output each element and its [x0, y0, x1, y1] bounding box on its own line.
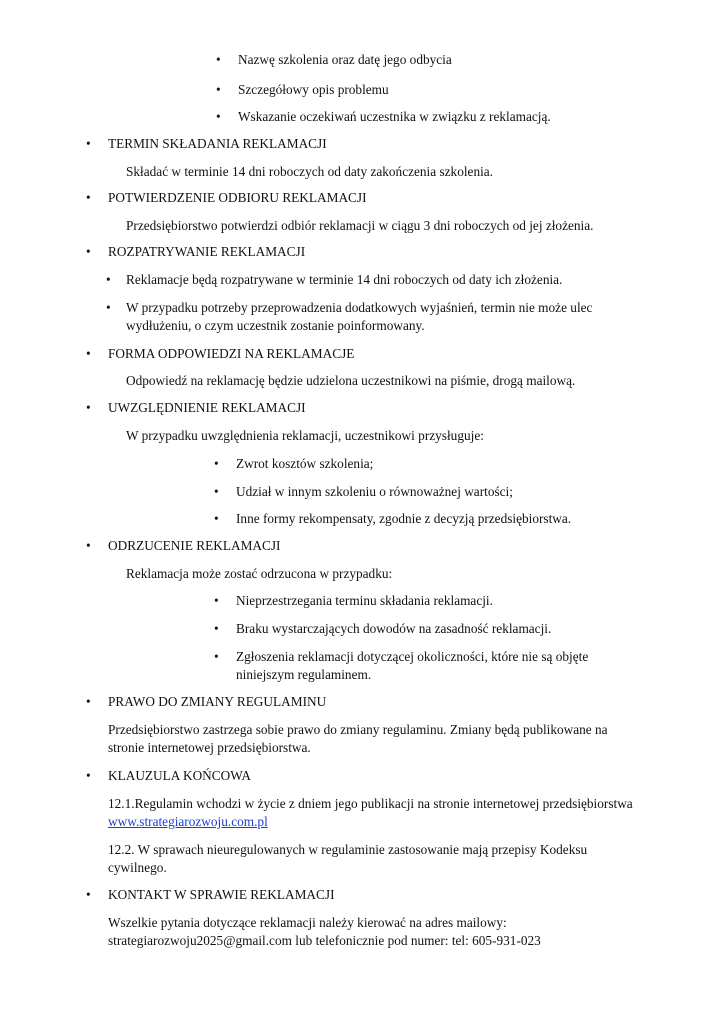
bullet-icon: • — [86, 887, 91, 902]
list-item: Inne formy rekompensaty, zgodnie z decyzją przedsiębiorstwa. — [236, 511, 572, 526]
section-heading-odrzucenie: ODRZUCENIE REKLAMACJI — [108, 538, 281, 553]
klauzula-paragraph-2: 12.2. W sprawach nieuregulowanych w regulaminie zastosowanie mają przepisy Kodeksu — [108, 842, 588, 857]
bullet-icon: • — [86, 694, 91, 709]
list-item: Zwrot kosztów szkolenia; — [236, 456, 374, 471]
bullet-icon: • — [216, 109, 221, 124]
section-text-odrzucenie: Reklamacja może zostać odrzucona w przypadku: — [126, 566, 393, 581]
section-text-termin: Składać w terminie 14 dni roboczych od daty zakończenia szkolenia. — [126, 164, 494, 179]
list-item: Szczegółowy opis problemu — [238, 82, 389, 97]
section-text-uwzglednienie: W przypadku uwzględnienia reklamacji, uczestnikowi przysługuje: — [126, 428, 484, 443]
bullet-icon: • — [86, 768, 91, 783]
bullet-icon: • — [86, 400, 91, 415]
list-item: Wskazanie oczekiwań uczestnika w związku z reklamacją. — [238, 109, 551, 124]
bullet-icon: • — [86, 136, 91, 151]
section-heading-kontakt: KONTAKT W SPRAWIE REKLAMACJI — [108, 887, 335, 902]
bullet-icon: • — [216, 82, 221, 97]
list-item: Braku wystarczających dowodów na zasadność reklamacji. — [236, 621, 552, 636]
section-text-prawo-cont: stronie internetowej przedsiębiorstwa. — [108, 740, 311, 755]
bullet-icon: • — [106, 272, 111, 287]
section-heading-klauzula: KLAUZULA KOŃCOWA — [108, 768, 251, 783]
bullet-icon: • — [86, 244, 91, 259]
list-item: Reklamacje będą rozpatrywane w terminie 14 dni roboczych od daty ich złożenia. — [126, 272, 563, 287]
kontakt-text-cont: strategiarozwoju2025@gmail.com lub telefonicznie pod numer: tel: 605-931-023 — [108, 933, 541, 948]
bullet-icon: • — [214, 649, 219, 664]
section-text-potwierdzenie: Przedsiębiorstwo potwierdzi odbiór reklamacji w ciągu 3 dni roboczych od jej złożenia. — [126, 218, 594, 233]
list-item: Nieprzestrzegania terminu składania reklamacji. — [236, 593, 493, 608]
bullet-icon: • — [106, 300, 111, 315]
website-link[interactable]: www.strategiarozwoju.com.pl — [108, 814, 268, 829]
section-heading-potwierdzenie: POTWIERDZENIE ODBIORU REKLAMACJI — [108, 190, 367, 205]
bullet-icon: • — [86, 346, 91, 361]
section-heading-termin: TERMIN SKŁADANIA REKLAMACJI — [108, 136, 327, 151]
list-item: Udział w innym szkoleniu o równoważnej wartości; — [236, 484, 513, 499]
bullet-icon: • — [214, 484, 219, 499]
list-item-continuation: niniejszym regulaminem. — [236, 667, 372, 682]
kontakt-text: Wszelkie pytania dotyczące reklamacji należy kierować na adres mailowy: — [108, 915, 507, 930]
bullet-icon: • — [214, 511, 219, 526]
bullet-icon: • — [86, 538, 91, 553]
section-text-forma: Odpowiedź na reklamację będzie udzielona uczestnikowi na piśmie, drogą mailową. — [126, 373, 576, 388]
list-item: Nazwę szkolenia oraz datę jego odbycia — [238, 52, 452, 67]
klauzula-paragraph-2-cont: cywilnego. — [108, 860, 167, 875]
list-item: Zgłoszenia reklamacji dotyczącej okoliczności, które nie są objęte — [236, 649, 589, 664]
section-heading-forma: FORMA ODPOWIEDZI NA REKLAMACJE — [108, 346, 355, 361]
klauzula-paragraph-1: 12.1.Regulamin wchodzi w życie z dniem jego publikacji na stronie internetowej przedsiębiorstwa — [108, 796, 633, 811]
bullet-icon: • — [214, 593, 219, 608]
section-heading-uwzglednienie: UWZGLĘDNIENIE REKLAMACJI — [108, 400, 306, 415]
section-heading-prawo: PRAWO DO ZMIANY REGULAMINU — [108, 694, 327, 709]
bullet-icon: • — [214, 456, 219, 471]
section-heading-rozpatrywanie: ROZPATRYWANIE REKLAMACJI — [108, 244, 306, 259]
bullet-icon: • — [216, 52, 221, 67]
bullet-icon: • — [86, 190, 91, 205]
list-item: W przypadku potrzeby przeprowadzenia dodatkowych wyjaśnień, termin nie może ulec — [126, 300, 593, 315]
section-text-prawo: Przedsiębiorstwo zastrzega sobie prawo do zmiany regulaminu. Zmiany będą publikowane na — [108, 722, 608, 737]
bullet-icon: • — [214, 621, 219, 636]
list-item-continuation: wydłużeniu, o czym uczestnik zostanie poinformowany. — [126, 318, 425, 333]
